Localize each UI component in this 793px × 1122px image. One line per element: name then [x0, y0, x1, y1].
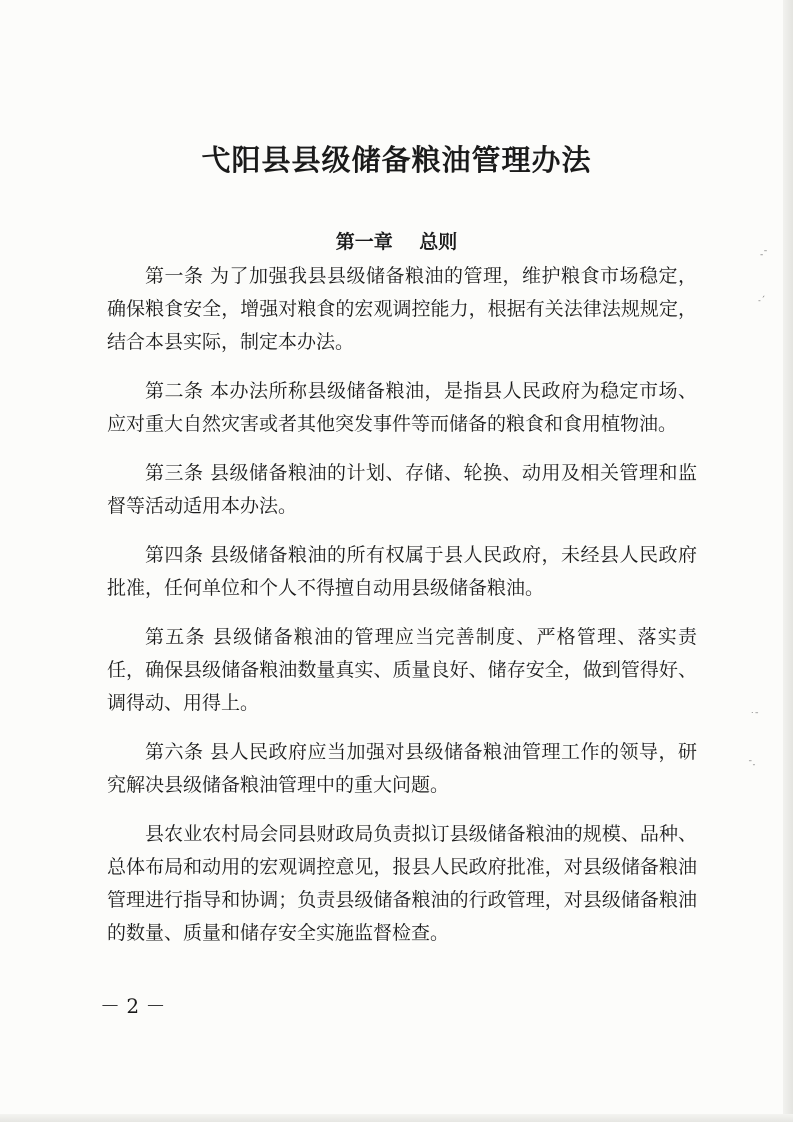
article-1: 第一条 为了加强我县县级储备粮油的管理，维护粮食市场稳定，确保粮食安全，增强对粮食的宏观调控能力，根据有关法律法规规定，结合本县实际，制定本办法。 [107, 265, 697, 353]
document-body [107, 260, 697, 966]
page-bottom-shadow [0, 1114, 793, 1122]
article-2: 第二条 本办法所称县级储备粮油，是指县人民政府为稳定市场、应对重大自然灾害或者其他突发事件等而储备的粮食和食用植物油。 [107, 380, 697, 435]
scan-mark: ˙ˉ [750, 712, 759, 722]
article-5: 第五条 县级储备粮油的管理应当完善制度、严格管理、落实责任，确保县级储备粮油数量真实、质量良好、储存安全，做到管得好、调得动、用得上。 [107, 626, 697, 714]
article-4: 第四条 县级储备粮油的所有权属于县人民政府，未经县人民政府批准，任何单位和个人不得擅自动用县级储备粮油。 [107, 544, 697, 599]
chapter-heading: 第一章 总则 [335, 231, 458, 253]
article-3: 第三条 县级储备粮油的计划、存储、轮换、动用及相关管理和监督等活动适用本办法。 [107, 462, 697, 517]
document-title: 弋阳县县级储备粮油管理办法 [201, 143, 592, 177]
page-number: － 2 － [100, 994, 166, 1018]
scan-mark: ‑ˉ [760, 250, 768, 260]
article-6-continued: 县农业农村局会同县财政局负责拟订县级储备粮油的规模、品种、总体布局和动用的宏观调控意见，报县人民政府批准，对县级储备粮油管理进行指导和协调；负责县级储备粮油的行政管理，对县级储备粮油的数量、质量和储存安全实施监督检查。 [107, 823, 697, 944]
article-6: 第六条 县人民政府应当加强对县级储备粮油管理工作的领导，研究解决县级储备粮油管理中的重大问题。 [107, 741, 697, 796]
scan-mark: ˉ˗ [748, 760, 756, 770]
scan-mark: ˗ˊ [758, 296, 766, 306]
